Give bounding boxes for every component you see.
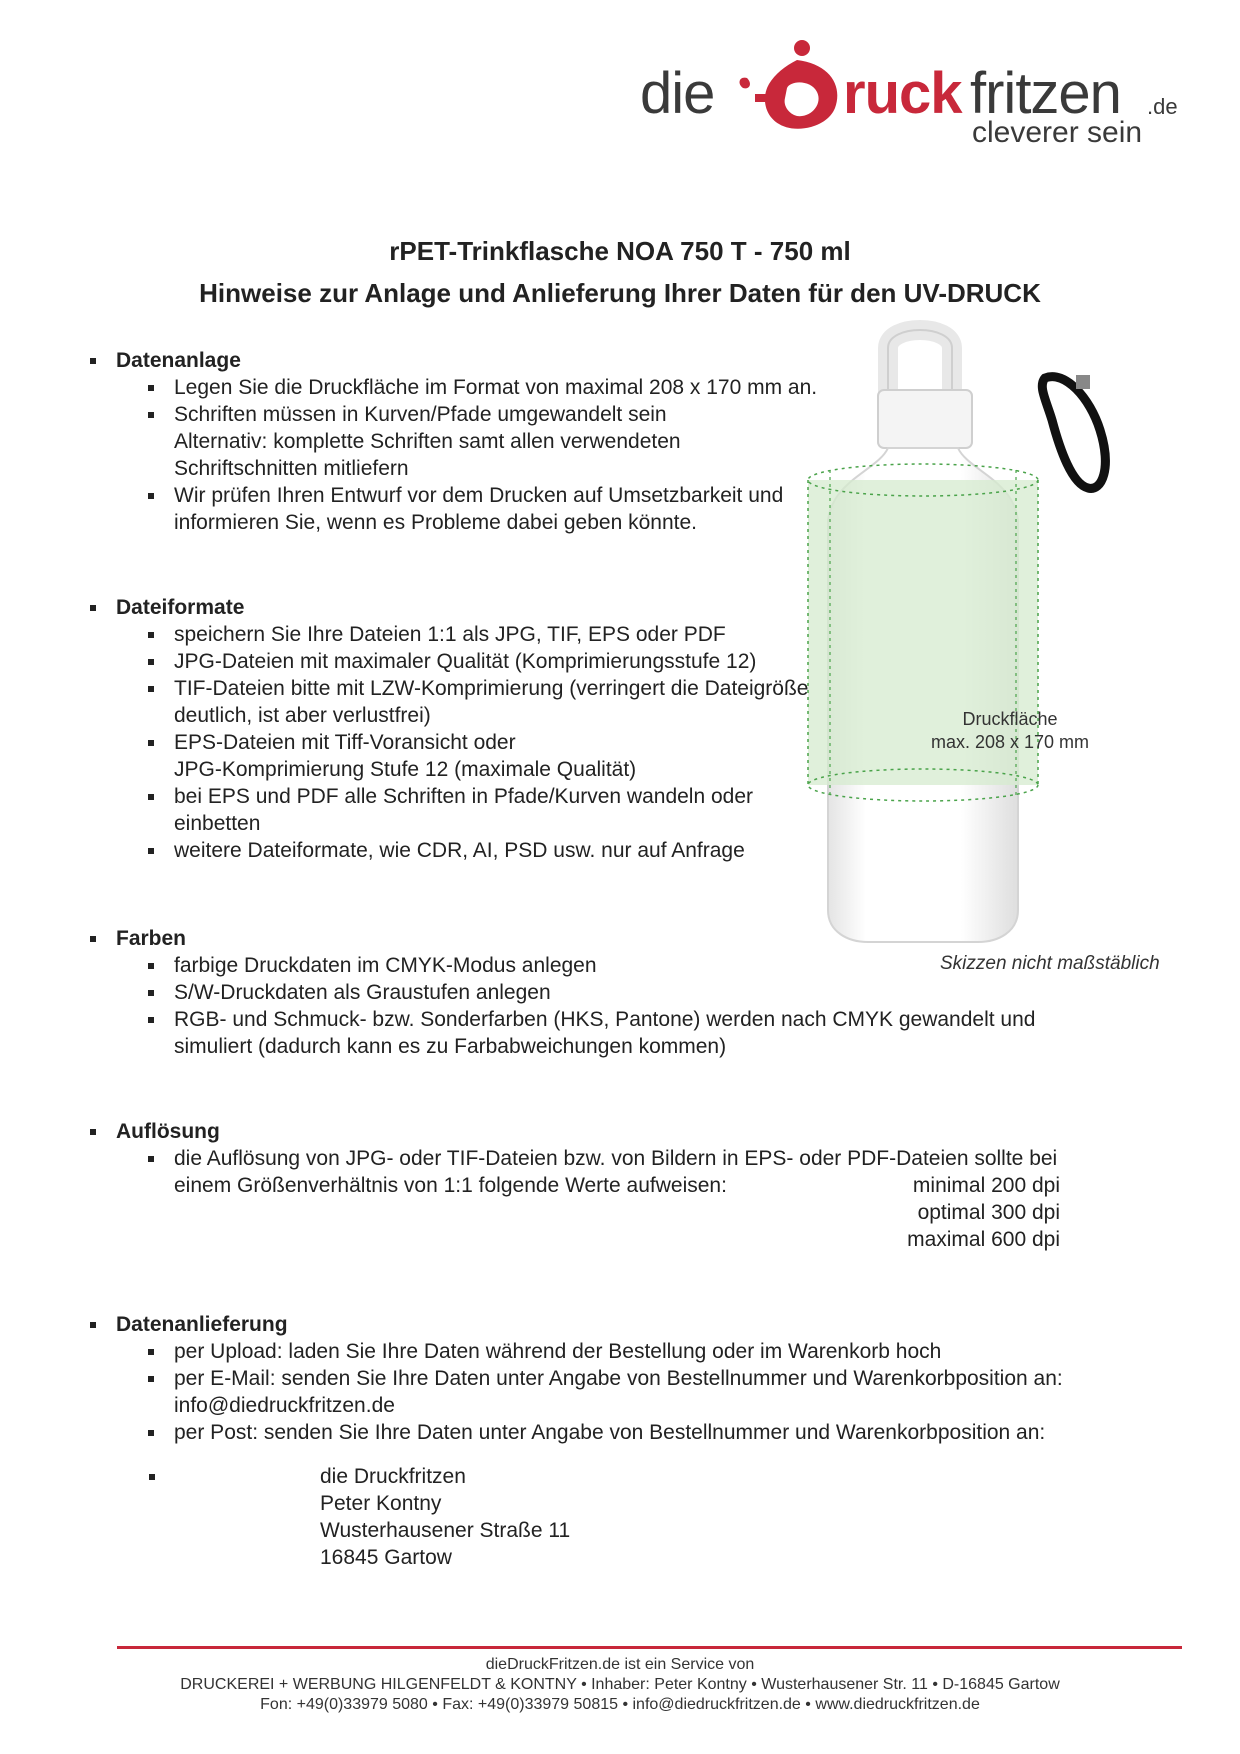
footer-line-2: DRUCKEREI + WERBUNG HILGENFELDT & KONTNY • Inhaber: Peter Kontny • Wusterhausener Str. 11 • D-16845 Gartow — [180, 1676, 1060, 1693]
section-datenanlieferung — [90, 1311, 1170, 1446]
list-item: die Auflösung von JPG- oder TIF-Dateien bzw. von Bildern in EPS- oder PDF-Dateien sollte bei — [174, 1145, 1150, 1172]
list-item: JPG-Dateien mit maximaler Qualität (Komprimierungsstufe 12) — [174, 648, 808, 675]
print-area-size: max. 208 x 170 mm — [930, 732, 1090, 752]
list-item: speichern Sie Ihre Dateien 1:1 als JPG, TIF, EPS oder PDF — [174, 621, 808, 648]
resolution-min: minimal 200 dpi — [912, 1174, 1060, 1197]
list-item: bei EPS und PDF alle Schriften in Pfade/Kurven wandeln oder — [174, 783, 808, 810]
list-item: TIF-Dateien bitte mit LZW-Komprimierung (verringert die Dateigröße — [174, 677, 809, 700]
list-item-continued — [174, 455, 817, 482]
list-item: per Upload: laden Sie Ihre Daten während der Bestellung oder im Warenkorb hoch — [174, 1338, 1170, 1365]
list-item-text: Alternativ: komplette Schriften samt allen verwendeten — [174, 430, 681, 453]
list-item: per E-Mail: senden Sie Ihre Daten unter Angabe von Bestellnummer und Warenkorbposition an: — [174, 1365, 1170, 1392]
section-dateiformate — [90, 594, 808, 864]
footer-line-1: dieDruckFritzen.de ist ein Service von — [485, 1656, 755, 1673]
list-item-text: simuliert (dadurch kann es zu Farbabweichungen kommen) — [174, 1035, 727, 1058]
list-item-text: informieren Sie, wenn es Probleme dabei geben könnte. — [174, 511, 697, 534]
list-item-continued — [174, 1392, 1170, 1419]
postal-address — [320, 1463, 570, 1571]
list-item: Wir prüfen Ihren Entwurf vor dem Drucken auf Umsetzbarkeit und — [174, 482, 817, 509]
section-heading: Datenanlage — [90, 347, 817, 374]
section-aufloesung — [90, 1118, 1150, 1251]
list-item: per Post: senden Sie Ihre Daten unter Angabe von Bestellnummer und Warenkorbposition an: — [174, 1419, 1170, 1446]
list-item-text: einbetten — [174, 812, 261, 835]
section-heading: Auflösung — [90, 1118, 1150, 1145]
address-bullet — [149, 1474, 155, 1480]
list-item-continued — [174, 702, 808, 729]
section-heading: Farben — [90, 925, 1035, 952]
list-item-continued — [174, 810, 808, 837]
list-item-continued — [174, 428, 817, 455]
page-subtitle: Hinweise zur Anlage und Anlieferung Ihrer Daten für den UV-DRUCK — [199, 278, 1041, 308]
list-item: farbige Druckdaten im CMYK-Modus anlegen — [174, 952, 1035, 979]
list-item-text: Schriftschnitten mitliefern — [174, 457, 409, 480]
logo-tagline: cleverer sein — [972, 116, 1143, 149]
list-item-continued — [174, 756, 808, 783]
list-item: EPS-Dateien mit Tiff-Voransicht oder — [174, 729, 808, 756]
list-item: RGB- und Schmuck- bzw. Sonderfarben (HKS, Pantone) werden nach CMYK gewandelt und — [174, 1008, 1036, 1031]
footer-line-3: Fon: +49(0)33979 5080 • Fax: +49(0)33979 50815 • info@diedruckfritzen.de • www.diedruckfritzen.de — [260, 1696, 980, 1713]
print-area-title: Druckfläche — [962, 709, 1058, 729]
bottle-illustration — [840, 320, 1170, 960]
print-area-label — [920, 708, 1100, 754]
list-item-text: JPG-Komprimierung Stufe 12 (maximale Qualität) — [174, 758, 637, 781]
section-heading: Dateiformate — [90, 594, 808, 621]
logo-fritzen: fritzen — [970, 61, 1121, 126]
address-line: Wusterhausener Straße 11 — [320, 1519, 571, 1542]
list-item: S/W-Druckdaten als Graustufen anlegen — [174, 979, 1035, 1006]
list-item: Schriften müssen in Kurven/Pfade umgewandelt sein — [174, 401, 817, 428]
address-line: Peter Kontny — [320, 1492, 442, 1515]
footer-divider — [117, 1646, 1182, 1649]
scale-note: Skizzen nicht maßstäblich — [940, 953, 1160, 974]
section-heading: Datenanlieferung — [90, 1311, 1170, 1338]
resolution-max: maximal 600 dpi — [907, 1228, 1060, 1251]
brand-logo — [635, 36, 1195, 149]
list-item-continued — [174, 509, 817, 536]
resolution-values — [790, 1172, 1060, 1253]
resolution-opt: optimal 300 dpi — [917, 1201, 1060, 1224]
address-line: die Druckfritzen — [320, 1465, 466, 1488]
logo-tld: .de — [1147, 94, 1178, 119]
logo-die: die — [640, 61, 715, 126]
logo-ruck: ruck — [843, 61, 962, 126]
email-link[interactable]: info@diedruckfritzen.de — [174, 1394, 395, 1417]
page-title: rPET-Trinkflasche NOA 750 T - 750 ml — [389, 236, 851, 266]
section-datenanlage — [90, 347, 817, 536]
list-item: Legen Sie die Druckfläche im Format von maximal 208 x 170 mm an. — [174, 376, 818, 399]
address-line: 16845 Gartow — [320, 1546, 452, 1569]
list-item-text: einem Größenverhältnis von 1:1 folgende Werte aufweisen: — [174, 1174, 727, 1197]
list-item-text: deutlich, ist aber verlustfrei) — [174, 704, 431, 727]
list-item: weitere Dateiformate, wie CDR, AI, PSD usw. nur auf Anfrage — [174, 837, 808, 864]
list-item-continued — [174, 1033, 1035, 1060]
logo-drop-icon — [735, 36, 845, 136]
